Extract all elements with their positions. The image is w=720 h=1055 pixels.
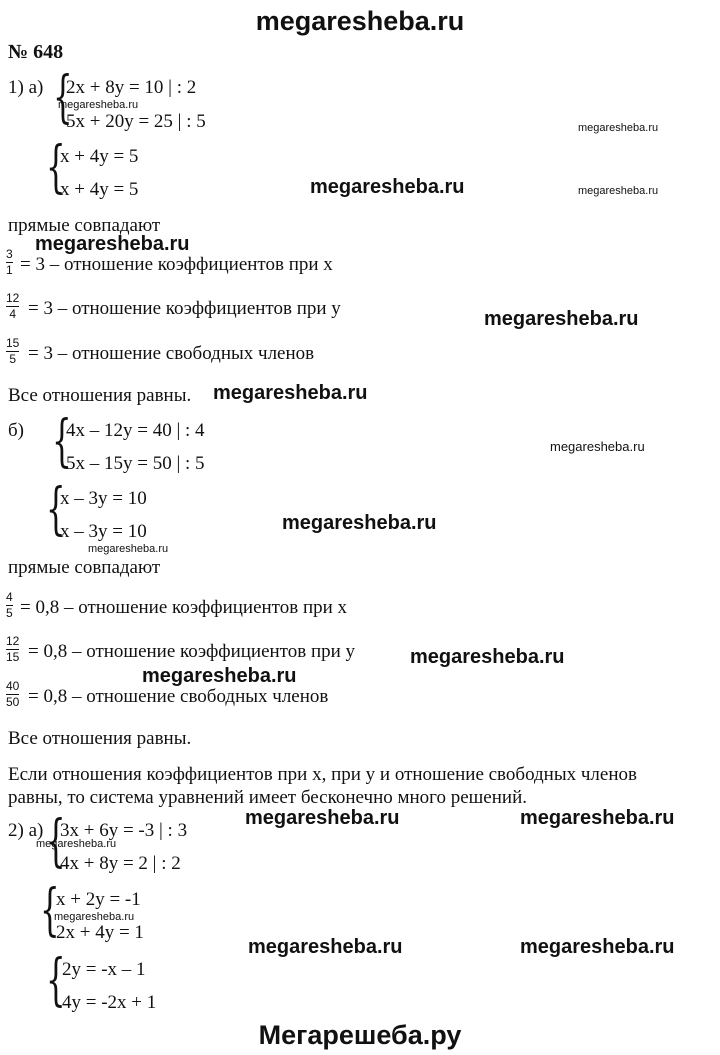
eq-line: x + 2y = -1 <box>56 889 141 910</box>
watermark: megaresheba.ru <box>213 382 368 404</box>
eq-line: 4x + 8y = 2 | : 2 <box>60 853 181 874</box>
watermark: megaresheba.ru <box>484 308 639 330</box>
watermark: megaresheba.ru <box>142 665 297 687</box>
general-rule-line1: Если отношения коэффициентов при x, при y и отношение свободных членов <box>8 764 637 785</box>
watermark: megaresheba.ru <box>35 233 190 255</box>
watermark-small: megaresheba.ru <box>578 122 659 134</box>
ratio-text: = 3 – отношение коэффициентов при x <box>20 254 333 275</box>
problem-number: № 648 <box>8 41 64 63</box>
watermark: megaresheba.ru <box>245 807 400 829</box>
part2-label: 2) а) <box>8 820 44 841</box>
brace-7: { <box>46 948 66 1013</box>
fraction: 40 50 <box>6 679 20 709</box>
site-footer[interactable]: Мегарешеба.ру <box>258 1020 462 1050</box>
eq-line: 2x + 8y = 10 | : 2 <box>66 77 197 98</box>
brace-5: { <box>46 809 66 874</box>
watermark-small: megaresheba.ru <box>58 99 139 111</box>
brace-3: { <box>52 409 72 474</box>
ratio-text: = 0,8 – отношение коэффициентов при x <box>20 597 348 618</box>
fraction: 3 1 <box>6 247 13 277</box>
watermark-small: megaresheba.ru <box>54 911 135 923</box>
brace-4: { <box>46 477 66 542</box>
brace-2: { <box>46 135 66 200</box>
general-rule-line2: равны, то система уравнений имеет бесконечно много решений. <box>8 787 527 808</box>
fraction: 12 15 <box>6 634 20 664</box>
part1-label: 1) а) <box>8 77 44 98</box>
watermark: megaresheba.ru <box>520 807 675 829</box>
watermark: megaresheba.ru <box>310 176 465 198</box>
watermark: megaresheba.ru <box>410 646 565 668</box>
conclusion-text: прямые совпадают <box>8 557 161 578</box>
watermark: megaresheba.ru <box>248 936 403 958</box>
eq-line: x + 4y = 5 <box>60 179 139 200</box>
eq-line: 4x – 12y = 40 | : 4 <box>66 420 205 441</box>
eq-line: x – 3y = 10 <box>60 521 147 542</box>
brace-1: { <box>53 65 73 130</box>
watermark-small: megaresheba.ru <box>578 185 659 197</box>
conclusion-text: прямые совпадают <box>8 215 161 236</box>
eq-line: 2x + 4y = 1 <box>56 922 144 943</box>
watermark: megaresheba.ru <box>282 512 437 534</box>
ratio-text: = 0,8 – отношение коэффициентов при y <box>28 641 356 662</box>
ratio-text: = 3 – отношение свободных членов <box>28 343 315 364</box>
fraction: 12 4 <box>6 291 20 321</box>
equal-text: Все отношения равны. <box>8 385 192 406</box>
ratio-text: = 3 – отношение коэффициентов при y <box>28 298 341 319</box>
eq-line: 4y = -2x + 1 <box>62 992 157 1013</box>
watermark-small: megaresheba.ru <box>36 838 117 850</box>
site-title[interactable]: megaresheba.ru <box>255 6 465 36</box>
watermark-small: megaresheba.ru <box>88 543 169 555</box>
ratio-text: = 0,8 – отношение свободных членов <box>28 686 329 707</box>
eq-line: 3x + 6y = -3 | : 3 <box>60 820 188 841</box>
watermark-small: megaresheba.ru <box>550 439 645 454</box>
brace-6: { <box>40 878 60 943</box>
fraction: 4 5 <box>6 590 13 620</box>
eq-line: 2y = -x – 1 <box>62 959 146 980</box>
eq-line: x – 3y = 10 <box>60 488 147 509</box>
part1b-label: б) <box>8 420 24 441</box>
watermark: megaresheba.ru <box>520 936 675 958</box>
equal-text: Все отношения равны. <box>8 728 192 749</box>
fraction: 15 5 <box>6 336 20 366</box>
eq-line: 5x – 15y = 50 | : 5 <box>66 453 205 474</box>
eq-line: 5x + 20y = 25 | : 5 <box>66 111 206 132</box>
eq-line: x + 4y = 5 <box>60 146 139 167</box>
